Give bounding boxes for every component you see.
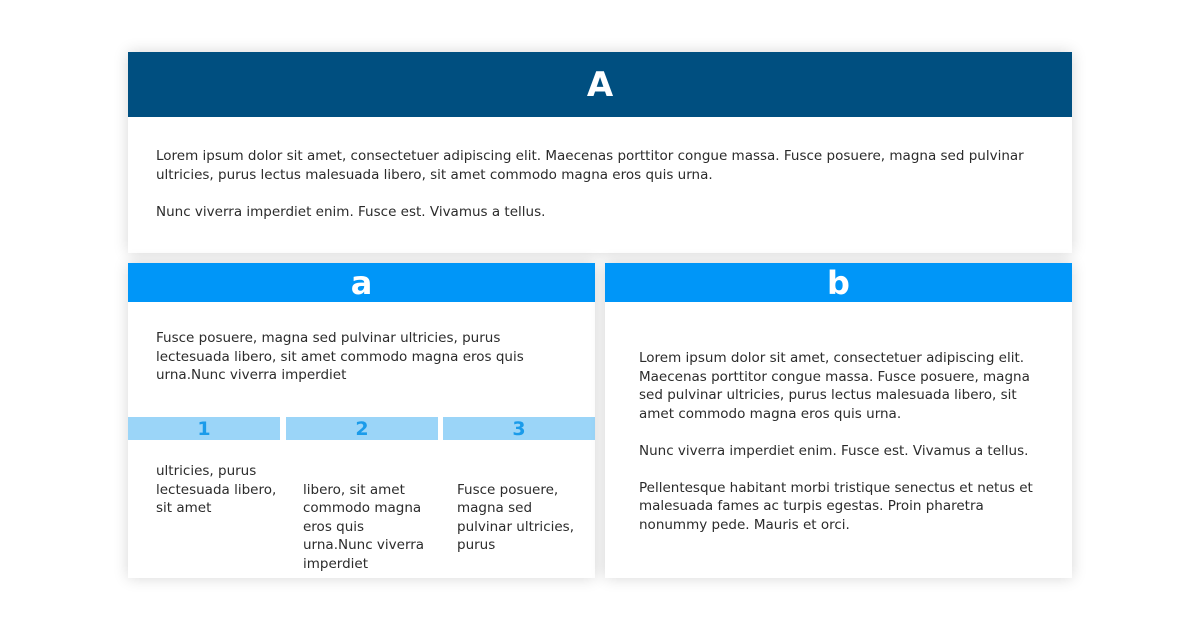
panel-b-paragraph-3: Pellentesque habitant morbi tristique senectus et netus et malesuada fames ac turpis egestas. Proin pharetra nonummy pede. Mauris et orci. [639, 479, 1033, 533]
column-1-text: ultricies, purus lectesuada libero, sit amet [156, 463, 277, 516]
panel-a-intro: Fusce posuere, magna sed pulvinar ultricies, purus lectesuada libero, sit amet commodo magna eros quis urna.Nunc viverra imperdiet [156, 330, 524, 383]
panel-b [605, 263, 1072, 578]
column-2-header: 2 [286, 417, 438, 440]
panel-A-paragraph-1: Lorem ipsum dolor sit amet, consectetuer adipiscing elit. Maecenas porttitor congue massa. Fusce posuere, magna sed pulvinar ultricies, purus lectus malesuada libero, sit amet commodo magna eros quis urna. [156, 148, 1024, 183]
column-1-header: 1 [128, 417, 280, 440]
panel-A-paragraph-2: Nunc viverra imperdiet enim. Fusce est. Vivamus a tellus. [156, 203, 546, 220]
panel-b-body [639, 349, 1051, 534]
panel-A-header: A [128, 52, 1072, 117]
panel-a-header: a [128, 263, 595, 302]
panel-b-paragraph-2: Nunc viverra imperdiet enim. Fusce est. Vivamus a tellus. [639, 442, 1029, 459]
panel-b-paragraph-1: Lorem ipsum dolor sit amet, consectetuer adipiscing elit. Maecenas porttitor congue massa. Fusce posuere, magna sed pulvinar ultricies, purus lectus malesuada libero, sit amet commodo magna eros quis urna. [639, 350, 1030, 422]
column-2-text: libero, sit amet commodo magna eros quis urna.Nunc viverra imperdiet [303, 481, 425, 572]
column-3-text: Fusce posuere, magna sed pulvinar ultricies, purus [457, 481, 574, 553]
column-3-header: 3 [443, 417, 595, 440]
panel-a [128, 263, 595, 578]
panel-b-header: b [605, 263, 1072, 302]
panel-A-body [156, 147, 1056, 221]
panel-A [128, 52, 1072, 253]
